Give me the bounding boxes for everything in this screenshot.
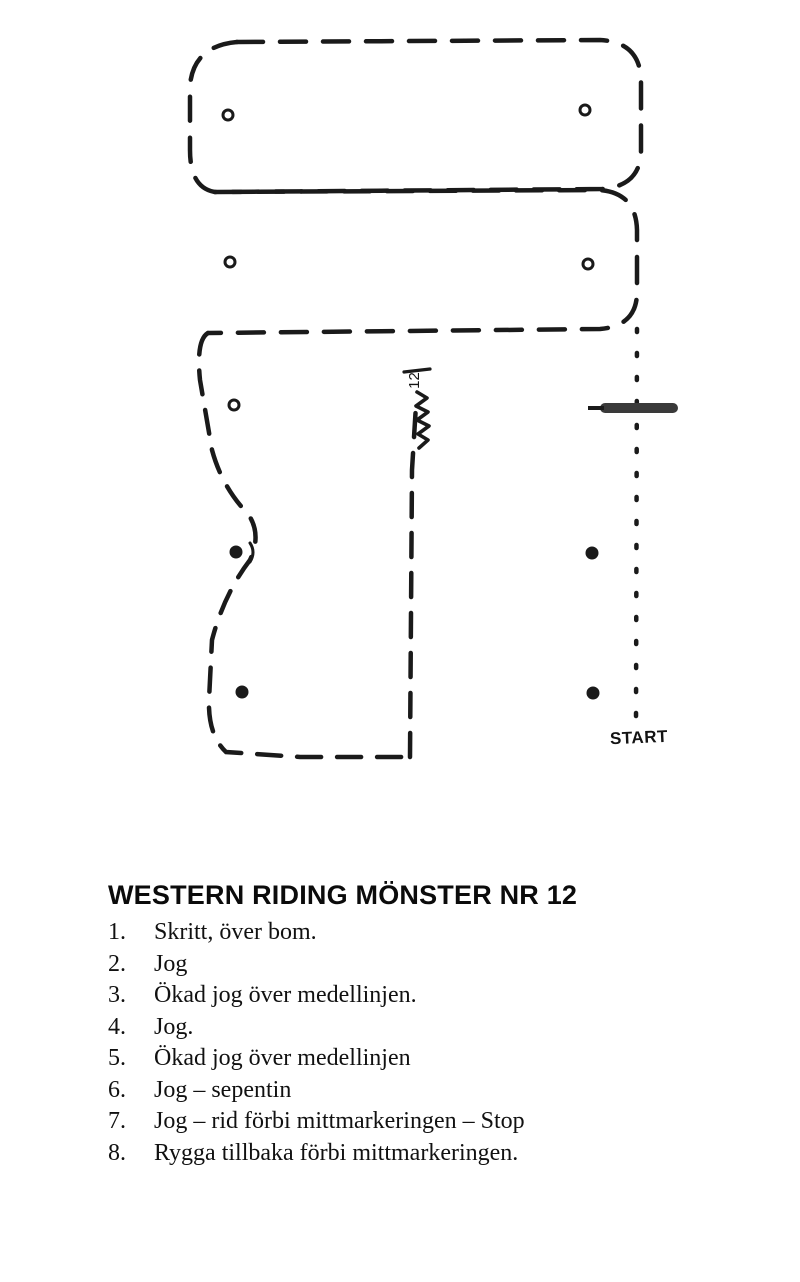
step-number: 2. bbox=[108, 950, 126, 977]
start-label: START bbox=[609, 726, 669, 749]
step-number: 7. bbox=[108, 1108, 126, 1134]
step-number: 6. bbox=[108, 1076, 126, 1103]
step-text: Ökad jog över medellinjen. bbox=[154, 982, 417, 1008]
legend-block bbox=[0, 880, 800, 1169]
step-text: Rygga tillbaka förbi mittmarkeringen. bbox=[154, 1139, 519, 1166]
path-start-dotted-line bbox=[636, 329, 637, 720]
step-number: 1. bbox=[108, 919, 126, 945]
step-text: Skritt, över bom. bbox=[154, 919, 317, 945]
step-text: Jog – rid förbi mittmarkeringen – Stop bbox=[154, 1108, 525, 1134]
path-left-descent bbox=[199, 333, 406, 757]
step-number: 8. bbox=[108, 1139, 126, 1166]
cone-bottom-left bbox=[237, 687, 247, 697]
cone-top-right bbox=[580, 105, 590, 115]
page-title: WESTERN RIDING MÖNSTER NR 12 bbox=[108, 880, 578, 910]
cone-lower-left bbox=[229, 400, 239, 410]
step-number: 3. bbox=[108, 982, 126, 1008]
list-item bbox=[108, 980, 800, 1012]
steps-list bbox=[0, 917, 800, 1169]
list-item bbox=[108, 1106, 800, 1138]
step-text: Jog bbox=[154, 950, 188, 977]
pole-number-label: 12 bbox=[405, 372, 423, 389]
list-item bbox=[108, 1043, 800, 1075]
serpentine-tick bbox=[250, 543, 253, 562]
cone-serpentine-left bbox=[231, 547, 241, 557]
cone-right-bottom bbox=[588, 688, 598, 698]
cone-right-mid bbox=[587, 548, 597, 558]
path-top-lane-left-turn bbox=[190, 42, 237, 192]
path-second-lane bbox=[208, 190, 637, 333]
ground-pole bbox=[600, 403, 678, 413]
list-item bbox=[108, 949, 800, 981]
step-text: Jog. bbox=[154, 1013, 194, 1040]
path-zigzag-marker bbox=[416, 392, 429, 448]
path-center-vertical bbox=[410, 405, 416, 757]
step-text: Ökad jog över medellinjen bbox=[154, 1045, 411, 1071]
cone-markers bbox=[223, 105, 598, 698]
path-top-lane bbox=[215, 40, 641, 192]
list-item bbox=[108, 1012, 800, 1044]
step-number: 4. bbox=[108, 1013, 126, 1040]
list-item bbox=[108, 917, 800, 949]
list-item bbox=[108, 1138, 800, 1170]
step-text: Jog – sepentin bbox=[154, 1076, 292, 1103]
cone-mid-right bbox=[583, 259, 593, 269]
cone-mid-left bbox=[225, 257, 235, 267]
step-number: 5. bbox=[108, 1045, 126, 1071]
list-item bbox=[108, 1075, 800, 1107]
cone-top-left bbox=[223, 110, 233, 120]
